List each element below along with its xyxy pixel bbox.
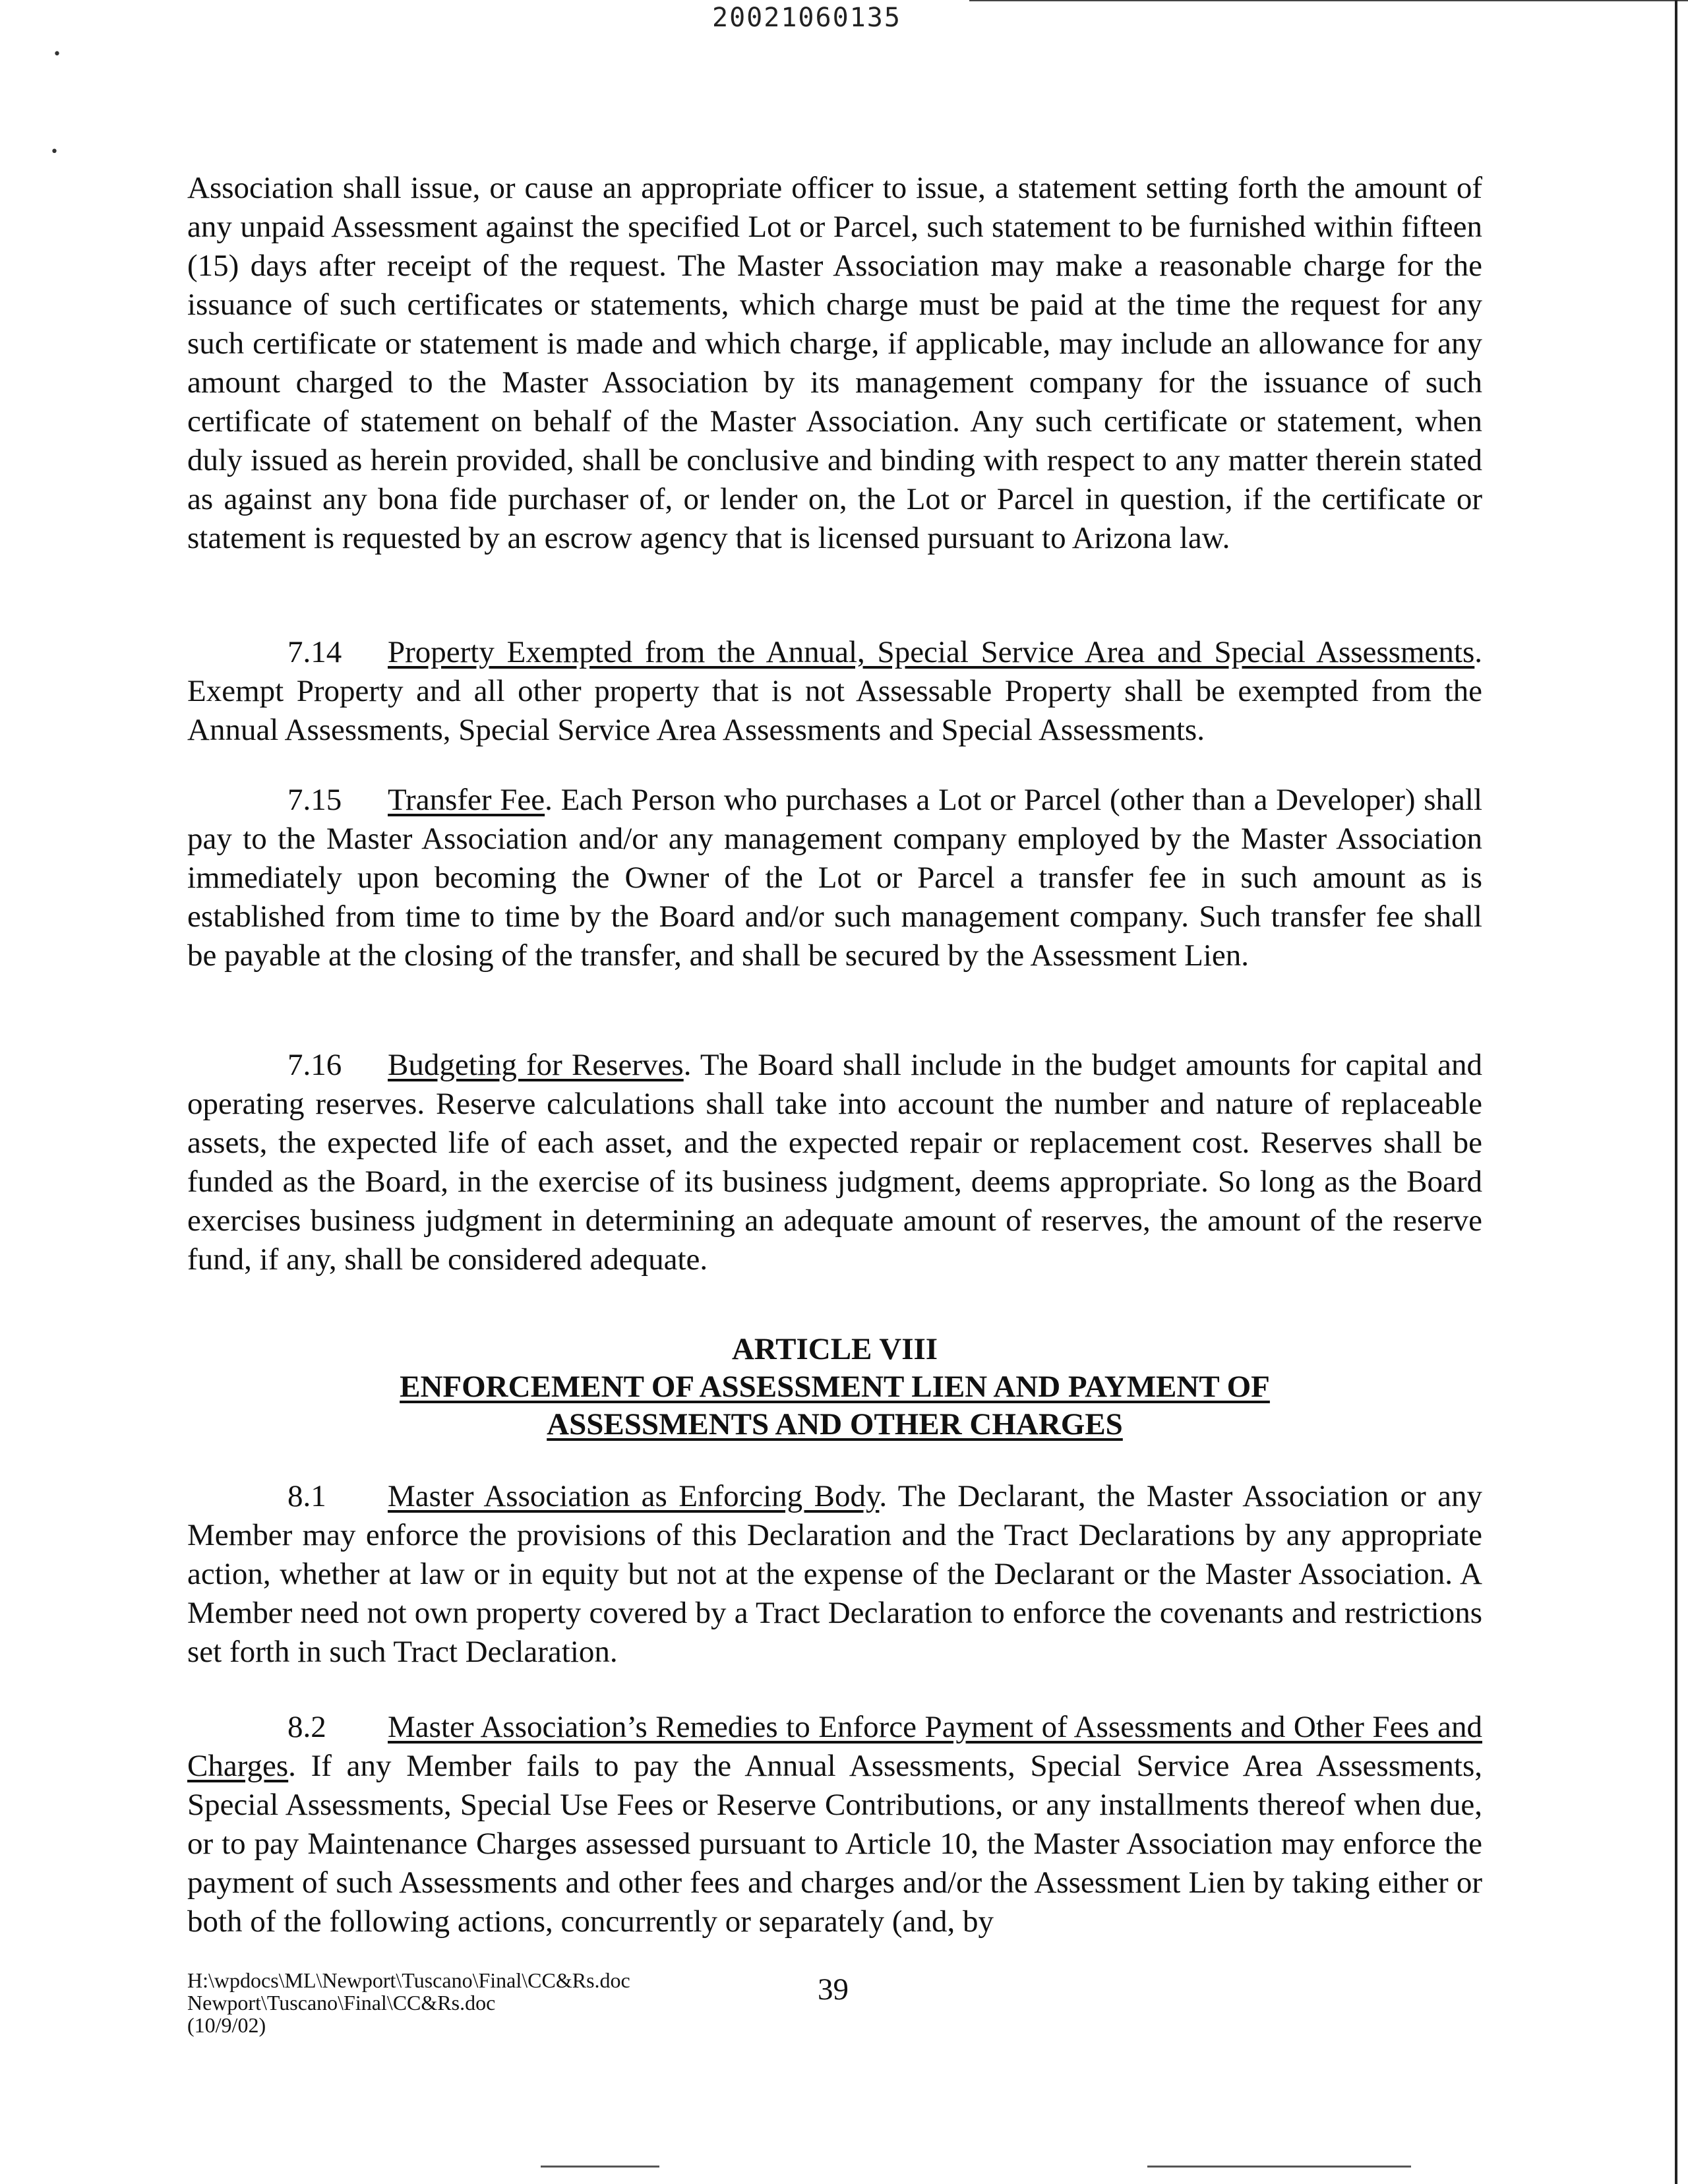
- top-edge-rule: [969, 0, 1688, 1]
- section-number: 7.14: [287, 635, 342, 669]
- section-heading: Transfer Fee: [388, 783, 545, 817]
- section-heading: Master Association as Enforcing Body: [388, 1479, 880, 1513]
- section-heading: Master Association’s Remedies to Enforce Payment of Assessments and Other Fees and Charges: [187, 1710, 1482, 1783]
- page-number: 39: [818, 1972, 849, 2007]
- recording-number: 20021060135: [712, 3, 901, 33]
- section-text: The Declarant, the Master Association or any Member may enforce the provisions of this Declaration and the Tract Declarations by any appropriate action, whether at law or in equity but not at the expense of the Declarant or the Master Association. A Member need not own property covered by a Tract Declaration to enforce the covenants and restrictions set forth in such Tract Declaration.: [187, 1479, 1482, 1669]
- article-label: ARTICLE VIII: [731, 1332, 938, 1366]
- section-text: Each Person who purchases a Lot or Parcel (other than a Developer) shall pay to the Master Association and/or any management company employed by the Master Association immediately upon becoming the Owner of the Lot or Parcel a transfer fee in such amount as is established from time to time by the Board and/or such management company. Such transfer fee shall be payable at the closing of the transfer, and shall be secured by the Assessment Lien.: [187, 783, 1483, 973]
- section-text: The Board shall include in the budget amounts for capital and operating reserves. Reserve calculations shall take into account the number and nature of replaceable assets, the expected life of each asset, and the expected repair or replacement cost. Reserves shall be funded as the Board, in the exercise of its business judgment, deems appropriate. So long as the Board exercises business judgment in determining an adequate amount of reserves, the amount of the reserve fund, if any, shall be considered adequate.: [187, 1048, 1482, 1277]
- scan-mark: •: [53, 46, 61, 63]
- section-number: 7.16: [287, 1048, 342, 1082]
- section-8-1: 8.1 Master Association as Enforcing Body. The Declarant, the Master Association or any Member may enforce the provisions of this Declaration and the Tract Declarations by any appropriate action, whether at law or in equity but not at the expense of the Declarant or the Master Association. A Member need not own property covered by a Tract Declaration to enforce the covenants and restrictions set forth in such Tract Declaration.: [187, 1477, 1482, 1672]
- section-number: 8.1: [287, 1479, 326, 1513]
- section-7-14: 7.14 Property Exempted from the Annual, Special Service Area and Special Assessments. Exempt Property and all other property that is not Assessable Property shall be exempted from the Annual Assessments, Special Service Area Assessments and Special Assessments.: [187, 633, 1482, 750]
- section-text: If any Member fails to pay the Annual Assessments, Special Service Area Assessments, Special Assessments, Special Use Fees or Reserve Contributions, or any installments thereof when due, or to pay Maintenance Charges assessed pursuant to Article 10, the Master Association may enforce the payment of such Assessments and other fees and charges and/or the Assessment Lien by taking either or both of the following actions, concurrently or separately (and, by: [187, 1749, 1483, 1939]
- right-edge-rule: [1675, 0, 1677, 2184]
- footer-path-line-2: Newport\Tuscano\Final\CC&Rs.doc: [187, 1991, 496, 2015]
- section-7-15: 7.15 Transfer Fee. Each Person who purchases a Lot or Parcel (other than a Developer) shall pay to the Master Association and/or any management company employed by the Master Association immediately upon becoming the Owner of the Lot or Parcel a transfer fee in such amount as is established from time to time by the Board and/or such management company. Such transfer fee shall be payable at the closing of the transfer, and shall be secured by the Assessment Lien.: [187, 781, 1482, 975]
- bottom-scan-rule: [541, 2166, 659, 2168]
- section-heading: Property Exempted from the Annual, Special Service Area and Special Assessments: [388, 635, 1475, 669]
- section-number: 8.2: [287, 1710, 326, 1744]
- document-body: [187, 169, 1482, 558]
- article-title-line-2: ASSESSMENTS AND OTHER CHARGES: [547, 1407, 1123, 1441]
- section-8-2: 8.2 Master Association’s Remedies to Enforce Payment of Assessments and Other Fees and Charges. If any Member fails to pay the Annual Assessments, Special Service Area Assessments, Special Assessments, Special Use Fees or Reserve Contributions, or any installments thereof when due, or to pay Maintenance Charges assessed pursuant to Article 10, the Master Association may enforce the payment of such Assessments and other fees and charges and/or the Assessment Lien by taking either or both of the following actions, concurrently or separately (and, by: [187, 1708, 1482, 1941]
- footer-file-path: [187, 1969, 630, 2036]
- footer-path-line-1: H:\wpdocs\ML\Newport\Tuscano\Final\CC&Rs.doc: [187, 1968, 630, 1992]
- scan-mark: •: [50, 144, 59, 160]
- section-heading: Budgeting for Reserves: [388, 1048, 684, 1082]
- section-text: Exempt Property and all other property that is not Assessable Property shall be exempted from the Annual Assessments, Special Service Area Assessments and Special Assessments.: [187, 674, 1482, 747]
- section-number: 7.15: [287, 783, 342, 817]
- section-7-16: 7.16 Budgeting for Reserves. The Board shall include in the budget amounts for capital and operating reserves. Reserve calculations shall take into account the number and nature of replaceable assets, the expected life of each asset, and the expected repair or replacement cost. Reserves shall be funded as the Board, in the exercise of its business judgment, deems appropriate. So long as the Board exercises business judgment in determining an adequate amount of reserves, the amount of the reserve fund, if any, shall be considered adequate.: [187, 1046, 1482, 1279]
- bottom-scan-rule: [1147, 2166, 1411, 2168]
- article-title-line-1: ENFORCEMENT OF ASSESSMENT LIEN AND PAYMENT OF: [400, 1370, 1270, 1404]
- footer-date: (10/9/02): [187, 2013, 266, 2037]
- article-heading: [187, 1331, 1482, 1443]
- continued-paragraph: Association shall issue, or cause an appropriate officer to issue, a statement setting forth the amount of any unpaid Assessment against the specified Lot or Parcel, such statement to be furnished within fifteen (15) days after receipt of the request. The Master Association may make a reasonable charge for the issuance of such certificates or statements, which charge must be paid at the time the request for any such certificate or statement is made and which charge, if applicable, may include an allowance for any amount charged to the Master Association by its management company for the issuance of such certificate of statement on behalf of the Master Association. Any such certificate or statement, when duly issued as herein provided, shall be conclusive and binding with respect to any matter therein stated as against any bona fide purchaser of, or lender on, the Lot or Parcel in question, if the certificate or statement is requested by an escrow agency that is licensed pursuant to Arizona law.: [187, 171, 1482, 555]
